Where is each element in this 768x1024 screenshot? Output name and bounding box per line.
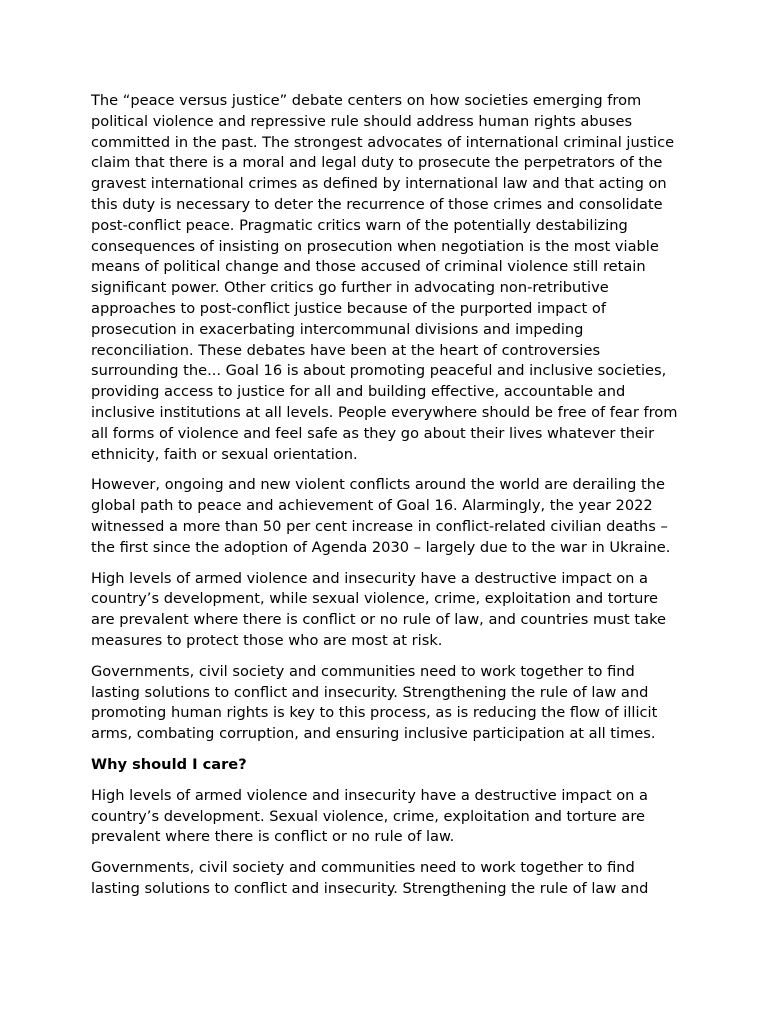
- paragraph-why-care-impact: High levels of armed violence and insecurity have a destructive impact on a country’s development. Sexual violence, crime, exploitation and torture are prevalent where there is conflict or no rule of law.: [91, 786, 648, 846]
- section-heading: Why should I care?: [91, 755, 247, 773]
- paragraph-ongoing-conflicts: However, ongoing and new violent conflicts around the world are derailing the global path to peace and achievement of Goal 16. Alarmingly, the year 2022 witnessed a more than 50 per cent increase in conflict-related civilian deaths – the first since the adoption of Agenda 2030 – largely due to the war in Ukraine.: [91, 476, 671, 556]
- paragraph-armed-violence-impact: High levels of armed violence and insecurity have a destructive impact on a country’s development, while sexual violence, crime, exploitation and torture are prevalent where there is conflict or no rule of law, and countries must take measures to protect those who are most at risk.: [91, 569, 666, 649]
- paragraph-peace-versus-justice: The “peace versus justice” debate centers on how societies emerging from political violence and repressive rule should address human rights abuses committed in the past. The strongest advocates of international criminal justice claim that there is a moral and legal duty to prosecute the perpetrators of the gravest international crimes as defined by international law and that acting on this duty is necessary to deter the recurrence of those crimes and consolidate post-conflict peace. Pragmatic critics warn of the potentially destabilizing consequences of insisting on prosecution when negotiation is the most viable means of political change and those accused of criminal violence still retain significant power. Other critics go further in advocating non-retributive approaches to post-conflict justice because of the purported impact of prosecution in exacerbating intercommunal divisions and impeding reconciliation. These debates have been at the heart of controversies surrounding the... Goal 16 is about promoting peaceful and inclusive societies, providing access to justice for all and building effective, accountable and inclusive institutions at all levels. People everywhere should be free of fear from all forms of violence and feel safe as they go about their lives whatever their ethnicity, faith or sexual orientation.: [91, 92, 678, 463]
- paragraph-why-care-governments: Governments, civil society and communities need to work together to find lasting solutions to conflict and insecurity. Strengthening the rule of law and: [91, 859, 649, 897]
- paragraph-governments-cooperation: Governments, civil society and communities need to work together to find lasting solutions to conflict and insecurity. Strengthening the rule of law and promoting human rights is key to this process, as is reducing the flow of illicit arms, combating corruption, and ensuring inclusive participation at all times.: [91, 662, 658, 743]
- document-body: [91, 91, 681, 910]
